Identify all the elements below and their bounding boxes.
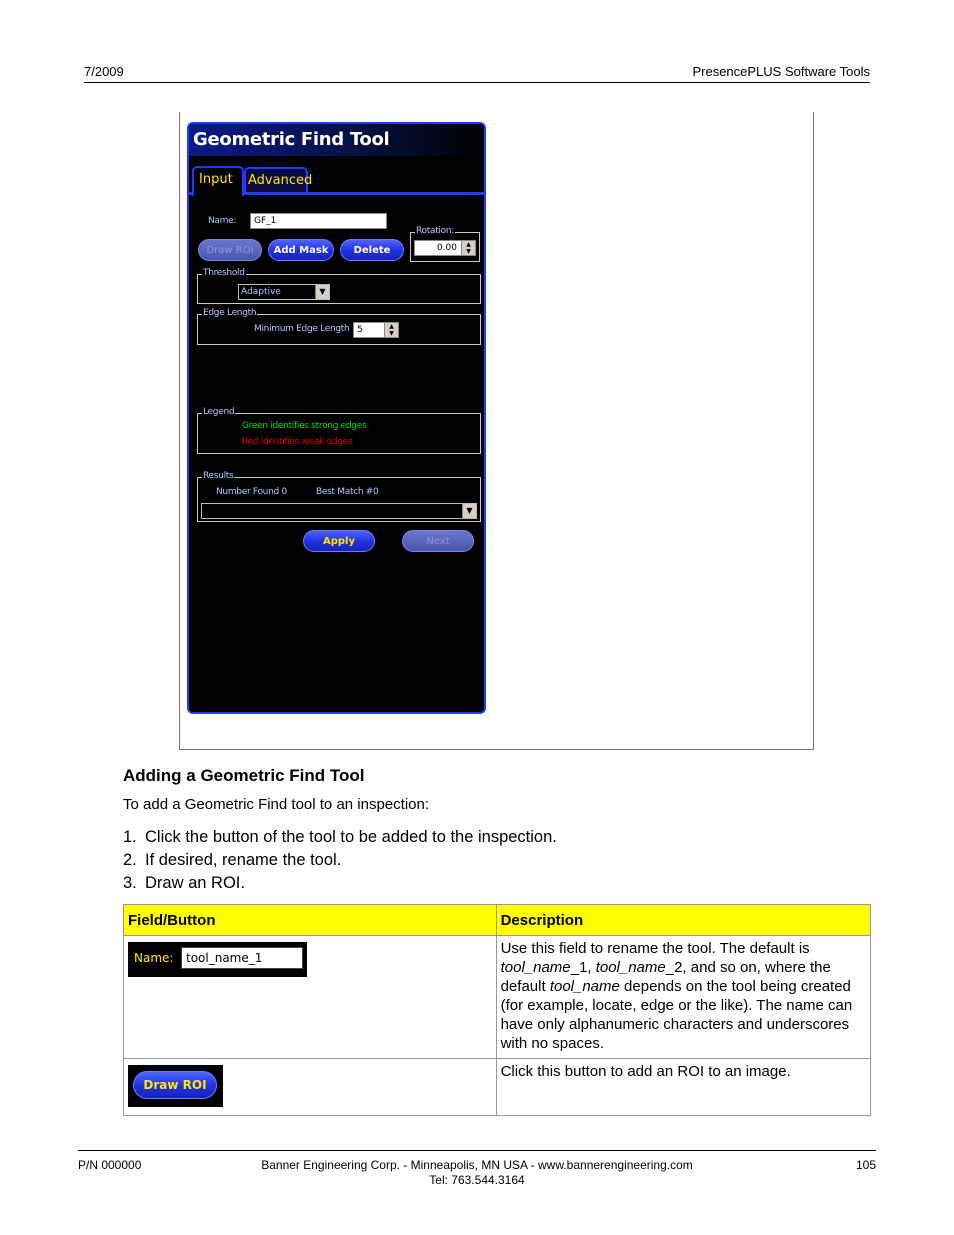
section-heading: Adding a Geometric Find Tool [123, 766, 365, 785]
desc-text: _1, [570, 959, 596, 976]
list-item [123, 872, 557, 895]
footer-tel: Tel: 763.544.3164 [429, 1173, 525, 1187]
sample-name-label: Name: [134, 951, 174, 965]
desc-italic: tool_name [595, 959, 666, 976]
number-found-text: Number Found 0 [216, 487, 287, 497]
threshold-label: Threshold [203, 268, 245, 278]
threshold-dropdown[interactable] [238, 284, 330, 300]
field-button-table [123, 904, 871, 1116]
rotation-label: Rotation: [416, 226, 454, 236]
edge-length-group [197, 308, 481, 345]
field-cell [124, 936, 497, 1059]
panel-title: Geometric Find Tool [189, 124, 484, 156]
best-match-text: Best Match #0 [316, 487, 379, 497]
header-date: 7/2009 [84, 64, 124, 79]
geometric-find-tool-panel [187, 122, 486, 714]
footer-page-number: 105 [855, 1158, 876, 1172]
name-field-sample [128, 942, 307, 977]
description-cell [496, 936, 870, 1059]
header-rule [84, 82, 870, 83]
rotation-value: 0.00 [436, 243, 457, 253]
rotation-group [410, 226, 480, 262]
section-intro: To add a Geometric Find tool to an inspection: [123, 796, 430, 813]
legend-group [197, 407, 481, 454]
next-button[interactable]: Next [402, 530, 474, 552]
legend-label: Legend [203, 407, 235, 417]
legend-red-text: Red identifies weak edges [242, 437, 353, 447]
results-label: Results [203, 471, 234, 481]
step-text: If desired, rename the tool. [145, 851, 342, 869]
steps-list [123, 826, 557, 895]
desc-text: Use this field to rename the tool. The default is [500, 940, 810, 957]
description-cell: Click this button to add an ROI to an image. [496, 1059, 870, 1116]
desc-italic: tool_name [500, 959, 571, 976]
edge-length-label: Edge Length [203, 308, 257, 318]
name-label: Name: [208, 216, 237, 226]
threshold-value: Adaptive [241, 287, 281, 297]
tab-input[interactable]: Input [192, 166, 244, 196]
name-input[interactable]: GF_1 [250, 213, 387, 229]
step-number: 1. [123, 828, 137, 846]
add-mask-button[interactable]: Add Mask [268, 239, 334, 261]
field-cell [124, 1059, 497, 1116]
desc-italic: tool_name [549, 978, 620, 995]
chevron-down-icon[interactable]: ▼ [462, 504, 476, 518]
header-field-button: Field/Button [124, 905, 497, 936]
header-title: PresencePLUS Software Tools [692, 64, 870, 79]
desc-text: depends on the tool being created (for example, locate, edge or the like). The name can have only alphanumeric characters and underscores with no spaces. [500, 978, 853, 1052]
step-number: 2. [123, 851, 137, 869]
legend-green-text: Green identifies strong edges [242, 421, 367, 431]
table-row [124, 1059, 871, 1116]
sample-draw-roi-button: Draw ROI [133, 1071, 217, 1099]
min-edge-length-spinner[interactable] [353, 322, 399, 338]
list-item [123, 826, 557, 849]
footer-company [0, 1158, 954, 1188]
header-description: Description [496, 905, 870, 936]
footer-company-line: Banner Engineering Corp. - Minneapolis, MN USA - www.bannerengineering.com [261, 1158, 693, 1172]
min-edge-length-label: Minimum Edge Length [254, 324, 350, 334]
apply-button[interactable]: Apply [303, 530, 375, 552]
spinner-arrows-icon[interactable]: ▲ ▼ [461, 241, 475, 255]
tab-advanced[interactable]: Advanced [244, 167, 308, 195]
results-dropdown[interactable] [201, 503, 477, 519]
desc-text: _2, and so on, where the default [500, 959, 831, 995]
footer-part-number: P/N 000000 [78, 1158, 142, 1172]
sample-name-input: tool_name_1 [181, 947, 303, 969]
spinner-arrows-icon[interactable]: ▲ ▼ [384, 323, 398, 337]
footer-rule [78, 1150, 876, 1151]
draw-roi-button[interactable]: Draw ROI [198, 239, 262, 261]
rotation-spinner[interactable] [414, 240, 476, 256]
draw-roi-sample [128, 1065, 223, 1107]
step-number: 3. [123, 874, 137, 892]
min-edge-length-value: 5 [357, 325, 363, 335]
results-group [197, 471, 481, 522]
delete-button[interactable]: Delete [340, 239, 404, 261]
chevron-down-icon[interactable]: ▼ [315, 285, 329, 299]
list-item [123, 849, 557, 872]
step-text: Draw an ROI. [145, 874, 245, 892]
step-text: Click the button of the tool to be added to the inspection. [145, 828, 557, 846]
table-row [124, 936, 871, 1059]
table-header-row [124, 905, 871, 936]
threshold-group [197, 268, 481, 304]
